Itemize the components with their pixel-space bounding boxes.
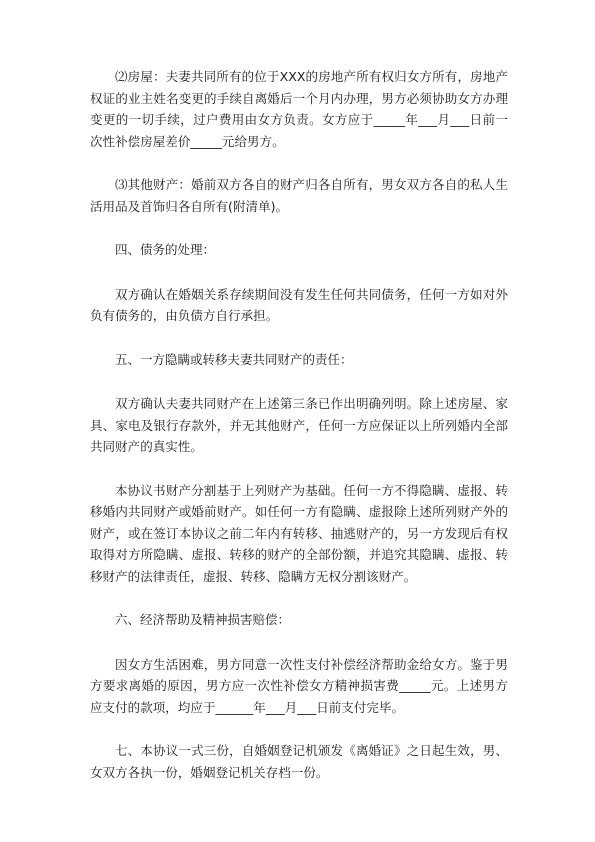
paragraph-compensation: 因女方生活困难，男方同意一次性支付补偿经济帮助金给女方。鉴于男方要求离婚的原因，男方应一次性补偿女方精神损害费_____元。上述男方应支付的款项，均应于______年___月___日前支付完毕。 <box>90 656 508 715</box>
section-heading-compensation: 六、经济帮助及精神损害赔偿： <box>115 612 291 627</box>
section-heading-debt: 四、债务的处理： <box>115 242 216 257</box>
paragraph-other-property: ⑶其他财产：婚前双方各自的财产归各自所有，男女双方各自的私人生活用品及首饰归各自所有(附清单)。 <box>90 177 508 214</box>
document-body <box>90 66 508 805</box>
paragraph-property-confirmation: 双方确认夫妻共同财产在上述第三条已作出明确列明。除上述房屋、家具、家电及银行存款外，并无其他财产，任何一方应保证以上所列婚内全部共同财产的真实性。 <box>90 396 508 454</box>
paragraph-housing: ⑵房屋：夫妻共同所有的位于XXX的房地产所有权归女方所有，房地产权证的业主姓名变更的手续自离婚后一个月内办理，男方必须协助女方办理变更的一切手续，过户费用由女方负责。女方应于_____年___月___日前一次性补偿房屋差价_____元给男方。 <box>90 69 508 149</box>
paragraph-property-division: 本协议书财产分割基于上列财产为基础。任何一方不得隐瞒、虚报、转移婚内共同财产或婚前财产。如任何一方有隐瞒、虚报除上述所列财产外的财产，或在签订本协议之前二年内有转移、抽逃财产的，另一方发现后有权取得对方所隐瞒、虚报、转移的财产的全部份额，并追究其隐瞒、虚报、转移财产的法律责任，虚报、转移、隐瞒方无权分割该财产。 <box>90 482 508 584</box>
paragraph-effectiveness: 七、本协议一式三份，自婚姻登记机颁发《离婚证》之日起生效，男、女双方各执一份，婚姻登记机关存档一份。 <box>90 743 508 780</box>
section-heading-concealment: 五、一方隐瞒或转移夫妻共同财产的责任： <box>115 351 353 367</box>
paragraph-debt: 双方确认在婚姻关系存续期间没有发生任何共同债务，任何一方如对外负有债务的，由负债方自行承担。 <box>90 286 508 323</box>
